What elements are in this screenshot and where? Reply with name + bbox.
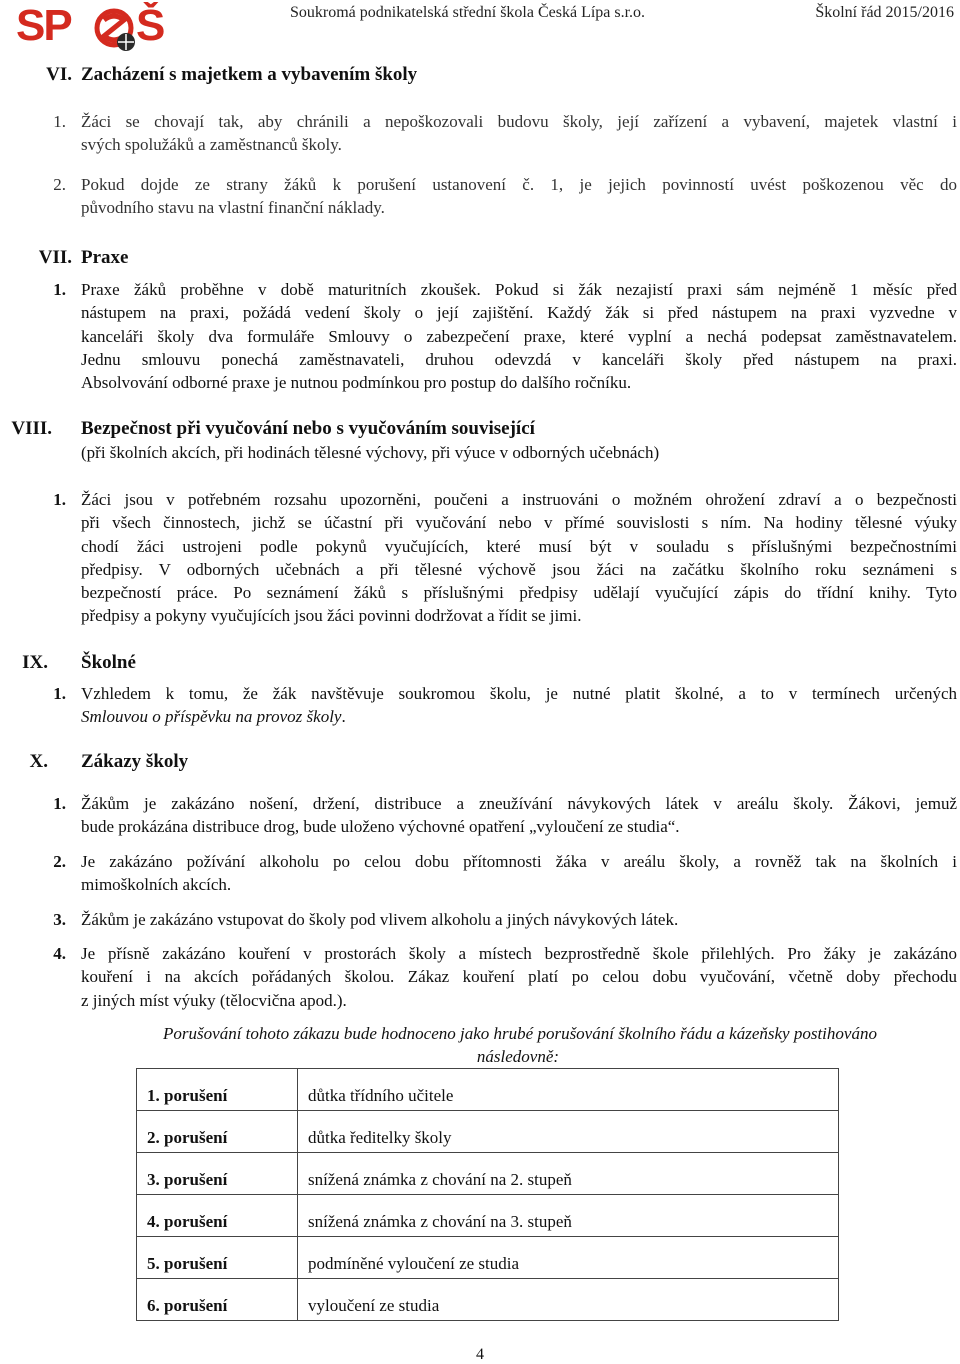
penalty-level: 1. porušení [137,1069,298,1111]
paragraph-line: Jednu smlouvu ponechá zaměstnavateli, druhou odevzdá v kanceláři školy před nástupem na praxi. [81,349,957,369]
penalty-measure: snížená známka z chování na 3. stupeň [298,1195,839,1237]
section-number: X. [29,751,48,772]
paragraph [81,682,957,729]
item-number: 2. [53,852,66,871]
paragraph-line: Žákům je zakázáno vstupovat do školy pod vlivem alkoholu a jiných návykových látek. [81,910,679,929]
penalty-measure: podmíněné vyloučení ze studia [298,1237,839,1279]
page-number: 4 [476,1346,484,1363]
paragraph-line: Žákům je zakázáno nošení, držení, distribuce a zneužívání návykových látek v areálu školy. Žákovi, jemuž [81,794,957,813]
penalty-level: 6. porušení [137,1279,298,1321]
paragraph-line: Žáci se chovají tak, aby chránili a nepoškozovali budovu školy, její zařízení a vybavení, majetek vlastní i [81,112,957,131]
paragraph [81,850,957,897]
table-row [137,1111,839,1153]
table-row [137,1153,839,1195]
section-title: Praxe [81,247,129,268]
penalty-level: 2. porušení [137,1111,298,1153]
table-row [137,1195,839,1237]
paragraph-line: Je přísně zakázáno kouření v prostorách školy a místech bezprostředně škole přilehlých. Pro žáky je zakázáno [81,944,957,963]
penalty-measure: důtka ředitelky školy [298,1111,839,1153]
paragraph-line: předpisy a pokyny vyučujících jsou žáci povinni dodržovat a řídit se jimi. [81,606,582,626]
table-row [137,1237,839,1279]
item-number: 4. [53,944,66,963]
paragraph-line: Praxe žáků proběhne v době maturitních zkoušek. Pokud si žák nezajistí praxi sám nejméně 1 měsíc před [81,280,957,299]
paragraph-line: mimoškolních akcích. [81,875,232,895]
item-number: 1. [53,112,66,131]
item-number: 2. [53,175,66,194]
contract-name: Smlouvou o příspěvku na provoz školy [81,707,342,727]
paragraph [81,942,957,1012]
paragraph-end: . [341,707,346,727]
penalty-note: Porušování tohoto zákazu bude hodnoceno jako hrubé porušování školního řádu a kázeňsky postihováno [163,1024,877,1043]
paragraph-line: bude prokázána distribuce drog, bude uloženo výchovné opatření „vyloučení ze studia“. [81,817,680,837]
table-row [137,1069,839,1111]
penalty-measure: snížená známka z chování na 2. stupeň [298,1153,839,1195]
paragraph-line: chodí žáci ustrojeni podle pokynů vyučujících, které musí být v souladu s příslušnými bezpečnostními [81,536,957,556]
item-number: 1. [53,490,66,509]
paragraph-line: z jiných míst výuky (tělocvična apod.). [81,990,347,1010]
paragraph [81,278,957,394]
paragraph-line: Absolvování odborné praxe je nutnou podmínkou pro postup do dalšího ročníku. [81,373,632,393]
paragraph-line: kouření i na akcích pořádaných školou. Zákaz kouření platí po celou dobu vyučování, včetně doby přechodu [81,967,957,987]
paragraph-line: bezpečností práce. Po seznámení žáků s příslušnými předpisy udělají vyučující zápis do třídní knihy. Tyto [81,583,957,603]
item-number: 1. [53,684,66,703]
penalty-level: 5. porušení [137,1237,298,1279]
spss-logo-graphic [16,2,206,54]
paragraph [81,792,957,839]
section-number: IX. [22,652,48,673]
section-number: VII. [38,247,72,268]
table-row [137,1279,839,1321]
paragraph-line: kanceláři školy dva formuláře Smlouvy o zabezpečení praxe, které vyplní a nechá podepsat zaměstnavatelem. [81,326,957,346]
school-name: Soukromá podnikatelská střední škola Česká Lípa s.r.o. [290,4,646,21]
document-title-year: Školní řád 2015/2016 [815,4,954,21]
paragraph [81,110,957,157]
paragraph [81,173,957,220]
section-title: Bezpečnost při vyučování nebo s vyučováním související [81,418,535,439]
section-title: Zacházení s majetkem a vybavením školy [81,64,418,85]
penalty-measure: vyloučení ze studia [298,1279,839,1321]
paragraph-line: původního stavu na vlastní finanční náklady. [81,198,385,218]
penalty-level: 4. porušení [137,1195,298,1237]
paragraph [81,488,957,628]
section-subtitle: (při školních akcích, při hodinách tělesné výchovy, při výuce v odborných učebnách) [81,443,660,462]
svg-text:SP: SP [16,2,71,50]
penalty-table [136,1068,839,1321]
item-number: 1. [53,280,66,299]
paragraph-line [81,705,957,728]
paragraph-line: Pokud dojde ze strany žáků k porušení ustanovení č. 1, je jejich povinností uvést poškozenou věc do [81,175,957,194]
penalty-note: následovně: [476,1047,560,1066]
item-number: 1. [53,794,66,813]
paragraph [81,908,957,931]
paragraph-line: nástupem na praxi, požádá vedení školy o její zajištění. Každý žák si před nástupem na praxi vyzvedne v [81,303,957,323]
paragraph-line: Žáci jsou v potřebném rozsahu upozorněni, poučeni a instruováni o možném ohrožení zdraví a o bezpečnosti [81,490,957,509]
penalty-measure: důtka třídního učitele [298,1069,839,1111]
svg-text:Š: Š [136,2,166,50]
paragraph-line: svých spolužáků a zaměstnanců školy. [81,135,342,155]
paragraph-line: předpisy. V odborných učebnách a při tělesné výchově jsou žáci na začátku školního roku seznámeni s [81,559,957,579]
school-logo [16,2,206,59]
section-title: Školné [81,652,136,673]
paragraph-line: při všech činnostech, jichž se účastní při vyučování nebo v přímé souvislosti s ním. Na hodiny tělesné výuky [81,513,957,533]
penalty-level: 3. porušení [137,1153,298,1195]
page-header [0,0,960,56]
section-number: VI. [46,64,72,85]
section-title: Zákazy školy [81,751,189,772]
item-number: 3. [53,910,66,929]
paragraph-line: Je zakázáno požívání alkoholu po celou dobu přítomnosti žáka v areálu školy, a rovněž tak na školních i [81,852,957,871]
paragraph-line: Vzhledem k tomu, že žák navštěvuje soukromou školu, je nutné platit školné, a to v termínech určených [81,684,957,703]
section-number: VIII. [11,418,52,439]
